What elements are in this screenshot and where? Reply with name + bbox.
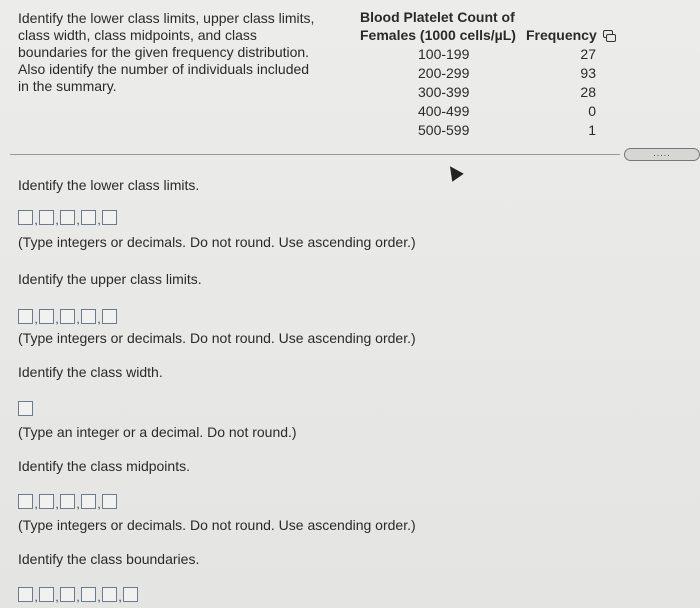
- upper-limits-prompt: Identify the upper class limits.: [18, 271, 202, 287]
- answer-box[interactable]: [18, 210, 33, 225]
- answer-box[interactable]: [39, 309, 54, 324]
- answer-box[interactable]: [60, 587, 75, 602]
- answer-box[interactable]: [18, 309, 33, 324]
- answer-box[interactable]: [81, 587, 96, 602]
- answer-box[interactable]: [102, 587, 117, 602]
- comma-separator: ,: [34, 497, 38, 511]
- boundaries-inputs: [18, 587, 138, 602]
- table-row: [360, 102, 660, 121]
- instruction-line: Also identify the number of individuals included: [18, 61, 310, 77]
- class-width-hint: (Type an integer or a decimal. Do not round.): [18, 424, 297, 440]
- frequency-cell: 0: [588, 103, 596, 119]
- frequency-cell: 1: [588, 122, 596, 138]
- table-row: [360, 121, 660, 140]
- class-width-prompt: Identify the class width.: [18, 364, 163, 380]
- class-cell: 400-499: [418, 103, 470, 119]
- answer-box[interactable]: [18, 587, 33, 602]
- table-title: Blood Platelet Count of: [360, 9, 515, 25]
- comma-separator: ,: [76, 312, 80, 326]
- frequency-cell: 93: [580, 65, 596, 81]
- frequency-column-header: Frequency: [525, 27, 597, 43]
- frequency-cell: 27: [580, 46, 596, 62]
- table-row: [360, 64, 660, 83]
- lower-limits-prompt: Identify the lower class limits.: [18, 177, 200, 193]
- upper-limits-inputs: [18, 309, 117, 324]
- answer-box[interactable]: [60, 210, 75, 225]
- answer-box[interactable]: [39, 494, 54, 509]
- frequency-table: [360, 8, 660, 140]
- answer-box[interactable]: [18, 494, 33, 509]
- frequency-cell: 28: [580, 84, 596, 100]
- answer-box[interactable]: [102, 494, 117, 509]
- answer-box[interactable]: [60, 309, 75, 324]
- instruction-line: Identify the lower class limits, upper class limits,: [18, 10, 315, 26]
- instructions: [18, 10, 348, 95]
- midpoints-inputs: [18, 494, 117, 509]
- mouse-cursor-icon: [444, 162, 463, 181]
- answer-box[interactable]: [81, 309, 96, 324]
- comma-separator: ,: [76, 497, 80, 511]
- comma-separator: ,: [118, 590, 122, 604]
- class-cell: 100-199: [418, 46, 470, 62]
- table-row: [360, 45, 660, 64]
- copy-icon[interactable]: [603, 29, 615, 41]
- instruction-line: boundaries for the given frequency distribution.: [18, 44, 310, 60]
- lower-limits-hint: (Type integers or decimals. Do not round. Use ascending order.): [18, 234, 416, 250]
- answer-box[interactable]: [81, 210, 96, 225]
- comma-separator: ,: [55, 590, 59, 604]
- instruction-line: in the summary.: [18, 78, 117, 94]
- answer-box[interactable]: [39, 210, 54, 225]
- lower-limits-inputs: [18, 210, 117, 225]
- comma-separator: ,: [97, 497, 101, 511]
- answer-box[interactable]: [60, 494, 75, 509]
- comma-separator: ,: [55, 497, 59, 511]
- table-header: [360, 26, 660, 44]
- expand-button[interactable]: .....: [624, 148, 700, 161]
- table-row: [360, 83, 660, 102]
- answer-box[interactable]: [81, 494, 96, 509]
- comma-separator: ,: [55, 213, 59, 227]
- upper-limits-hint: (Type integers or decimals. Do not round. Use ascending order.): [18, 330, 416, 346]
- answer-box[interactable]: [39, 587, 54, 602]
- comma-separator: ,: [34, 590, 38, 604]
- boundaries-prompt: Identify the class boundaries.: [18, 551, 200, 567]
- answer-box[interactable]: [102, 309, 117, 324]
- comma-separator: ,: [97, 213, 101, 227]
- comma-separator: ,: [97, 590, 101, 604]
- comma-separator: ,: [76, 213, 80, 227]
- class-column-header: Females (1000 cells/µL): [360, 27, 516, 43]
- comma-separator: ,: [34, 312, 38, 326]
- comma-separator: ,: [34, 213, 38, 227]
- midpoints-prompt: Identify the class midpoints.: [18, 458, 190, 474]
- answer-box[interactable]: [102, 210, 117, 225]
- comma-separator: ,: [76, 590, 80, 604]
- class-width-inputs: [18, 401, 33, 416]
- comma-separator: ,: [55, 312, 59, 326]
- answer-box[interactable]: [123, 587, 138, 602]
- comma-separator: ,: [97, 312, 101, 326]
- class-cell: 300-399: [418, 84, 470, 100]
- class-cell: 200-299: [418, 65, 470, 81]
- instruction-line: class width, class midpoints, and class: [18, 27, 257, 43]
- answer-box[interactable]: [18, 401, 33, 416]
- midpoints-hint: (Type integers or decimals. Do not round. Use ascending order.): [18, 517, 416, 533]
- class-cell: 500-599: [418, 122, 470, 138]
- section-divider: [10, 154, 620, 155]
